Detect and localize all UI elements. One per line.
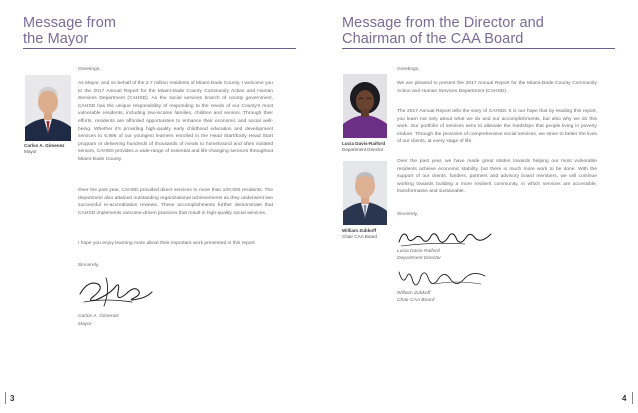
- director-paragraph-3: Over the past year, we have made great strides towards helping our most vulnerable residents achieve economic stability, but there is much more work to be done. With the support of our clients, funders, partners and advisory board members, we will continue working towards building a more resilient community, in which services are accessible, transformative and sustainable.: [397, 159, 597, 195]
- director-signer-title: Department Director: [397, 256, 442, 261]
- chairman-signer-title: Chair CAA Board: [397, 298, 435, 303]
- mayor-heading-line2: the Mayor: [23, 31, 89, 47]
- director-heading-line2: Chairman of the CAA Board: [342, 31, 524, 47]
- mayor-paragraph-1: As Mayor, and on behalf of the 2.7 million residents of Miami-Dade County, I welcome you to the 2017 Annual Report for the Miami-Dade County Community Action and Human Services Department (CAHSD). As the social services branch of county government, CAHSD has the unique responsibility of responding to the needs of our County's most vulnerable residents, including low-income families, children and seniors. Through their efforts, residents are afforded opportunities to enhance their economic and social well-being. Whether it's providing high-quality early childhood education and development services to 6,996 of our youngest learners enrolled in the Head Start/Early Head Start program or delivering hundreds of thousands of meals to homebound and often isolated seniors, CAHSD provides a wide-range of essential and life-changing services throughout Miami-Dade County.: [78, 81, 273, 162]
- mayor-heading-line1: Message from: [23, 15, 117, 31]
- chairman-photo-caption-title: Chair CAA Board: [342, 234, 377, 239]
- right-page-number: 4: [622, 394, 627, 403]
- mayor-signer-title: Mayor: [78, 322, 92, 327]
- left-page-number: 3: [10, 394, 15, 403]
- mayor-photo-caption-name: Carlos A. Gimenez: [24, 143, 65, 148]
- chairman-signature: [395, 266, 490, 292]
- mayor-signer-name: Carlos A. Gimenez: [78, 314, 119, 319]
- director-paragraph-1: We are pleased to present the 2017 Annual Report for the Miami-Dade County Community Action and Human Services Department (CAHSD).: [397, 81, 597, 94]
- director-heading: [342, 15, 544, 47]
- right-page-number-bar: [632, 392, 633, 404]
- chairman-photo-caption-name: William Zubkoff: [342, 228, 377, 233]
- director-photo-caption-name: Lucia Davis-Raiford: [342, 141, 386, 146]
- chairman-photo: [343, 161, 387, 225]
- director-paragraph-2: The 2017 Annual Report tells the story of CAHSD. It is our hope that by reading this report, you learn not only about what we do and our accomplishments, but also why we do this work. Our portfolio of services aims to alleviate the hardships that people living in poverty endure. Through the provision of comprehensive social services, we strive to better the lives of our clients, at every stage of life.: [397, 109, 597, 145]
- mayor-paragraph-2: Over the past year, CAHSD provided direct services to more than 100,000 residents. The department also attained outstanding organizational achievements as they underwent two successful re-accreditation reviews. These accomplishments further demonstrate that CAHSD implements outcome-driven practices that result in high-quality social services.: [78, 188, 273, 216]
- director-closing: Sincerely,: [397, 212, 419, 217]
- director-heading-line1: Message from the Director and: [342, 15, 544, 31]
- mayor-greeting: Greetings,: [78, 67, 101, 72]
- director-heading-rule: [342, 48, 615, 49]
- mayor-closing: Sincerely,: [78, 263, 100, 268]
- mayor-paragraph-3: I hope you enjoy learning more about their important work presented in this report.: [78, 241, 256, 246]
- mayor-photo-caption-title: Mayor: [24, 149, 37, 154]
- director-greeting: Greetings,: [397, 67, 420, 72]
- mayor-heading: [23, 15, 116, 47]
- director-photo: [343, 74, 387, 138]
- director-photo-caption-title: Department Director: [342, 147, 384, 152]
- mayor-signature: [76, 272, 156, 310]
- director-signature: [395, 226, 495, 250]
- director-signer-name: Lucia Davis-Raiford: [397, 249, 440, 254]
- chairman-signer-name: William Zubkoff: [397, 291, 431, 296]
- left-page-number-bar: [5, 392, 6, 404]
- mayor-heading-rule: [23, 48, 296, 49]
- mayor-photo: [25, 75, 71, 141]
